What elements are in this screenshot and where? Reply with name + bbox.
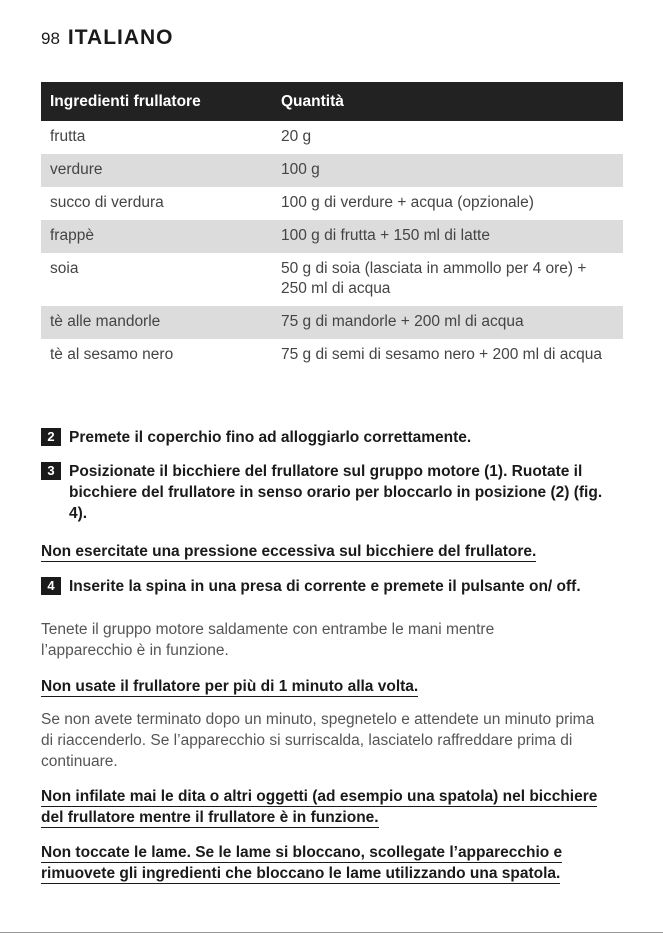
table-row bbox=[41, 306, 623, 339]
ingredient-cell: frappè bbox=[50, 227, 94, 244]
step-3 bbox=[41, 461, 623, 524]
note-overheat bbox=[41, 709, 601, 772]
step-4 bbox=[41, 576, 623, 597]
table-row bbox=[41, 253, 623, 306]
warning-text: Non usate il frullatore per più di 1 minuto alla volta. bbox=[41, 678, 419, 695]
warning-one-minute bbox=[41, 676, 623, 697]
ingredient-cell: tè al sesamo nero bbox=[50, 346, 174, 363]
warning-pressure bbox=[41, 541, 623, 562]
page-header bbox=[41, 26, 174, 50]
quantity-cell: 50 g di soia (lasciata in ammollo per 4 ore) + 250 ml di acqua bbox=[281, 260, 587, 297]
warning-text: Non esercitate una pressione eccessiva sul bicchiere del frullatore. bbox=[41, 543, 537, 560]
page-number: 98 bbox=[41, 29, 60, 48]
ingredient-cell: tè alle mandorle bbox=[50, 313, 161, 330]
column-header-quantity: Quantità bbox=[281, 92, 344, 110]
step-text: Inserite la spina in una presa di corrente e premete il pulsante on/ off. bbox=[69, 578, 581, 595]
quantity-cell: 20 g bbox=[281, 128, 312, 145]
quantity-cell: 100 g bbox=[281, 161, 320, 178]
step-text: Posizionate il bicchiere del frullatore sul gruppo motore (1). Ruotate il bicchiere del frullatore in senso orario per bloccarlo in posizione (2) (fig. 4). bbox=[69, 463, 603, 522]
ingredient-cell: succo di verdura bbox=[50, 194, 164, 211]
warning-blades bbox=[41, 842, 631, 884]
table-row bbox=[41, 121, 623, 154]
section-title: ITALIANO bbox=[67, 26, 174, 49]
table-row bbox=[41, 220, 623, 253]
ingredient-cell: verdure bbox=[50, 161, 103, 178]
table-row bbox=[41, 154, 623, 187]
quantity-cell: 75 g di semi di sesamo nero + 200 ml di acqua bbox=[281, 346, 602, 363]
quantity-cell: 75 g di mandorle + 200 ml di acqua bbox=[281, 313, 524, 330]
step-text: Premete il coperchio fino ad alloggiarlo correttamente. bbox=[69, 429, 472, 446]
table-row bbox=[41, 187, 623, 220]
warning-fingers bbox=[41, 786, 601, 828]
ingredient-cell: soia bbox=[50, 260, 79, 277]
step-number-badge: 3 bbox=[41, 462, 61, 480]
warning-text: Non infilate mai le dita o altri oggetti (ad esempio una spatola) nel bicchiere del frullatore mentre il frullatore è in funzione. bbox=[41, 788, 598, 826]
note-hold-motor bbox=[41, 619, 531, 661]
step-number-badge: 2 bbox=[41, 428, 61, 446]
step-number-badge: 4 bbox=[41, 577, 61, 595]
quantity-cell: 100 g di verdure + acqua (opzionale) bbox=[281, 194, 534, 211]
note-text: Tenete il gruppo motore saldamente con entrambe le mani mentre l’apparecchio è in funzione. bbox=[41, 621, 495, 659]
ingredient-cell: frutta bbox=[50, 128, 86, 145]
column-header-ingredients: Ingredienti frullatore bbox=[50, 92, 201, 110]
step-2 bbox=[41, 427, 623, 448]
table-header-row bbox=[41, 82, 623, 121]
ingredients-table bbox=[41, 82, 623, 372]
table-row bbox=[41, 339, 623, 372]
quantity-cell: 100 g di frutta + 150 ml di latte bbox=[281, 227, 490, 244]
warning-text: Non toccate le lame. Se le lame si bloccano, scollegate l’apparecchio e rimuovete gli ingredienti che bloccano le lame utilizzando una spatola. bbox=[41, 844, 563, 882]
note-text: Se non avete terminato dopo un minuto, spegnetelo e attendete un minuto prima di riaccenderlo. Se l’apparecchio si surriscalda, lasciatelo raffreddare prima di continuare. bbox=[41, 711, 595, 770]
page-bottom-divider bbox=[0, 932, 663, 933]
